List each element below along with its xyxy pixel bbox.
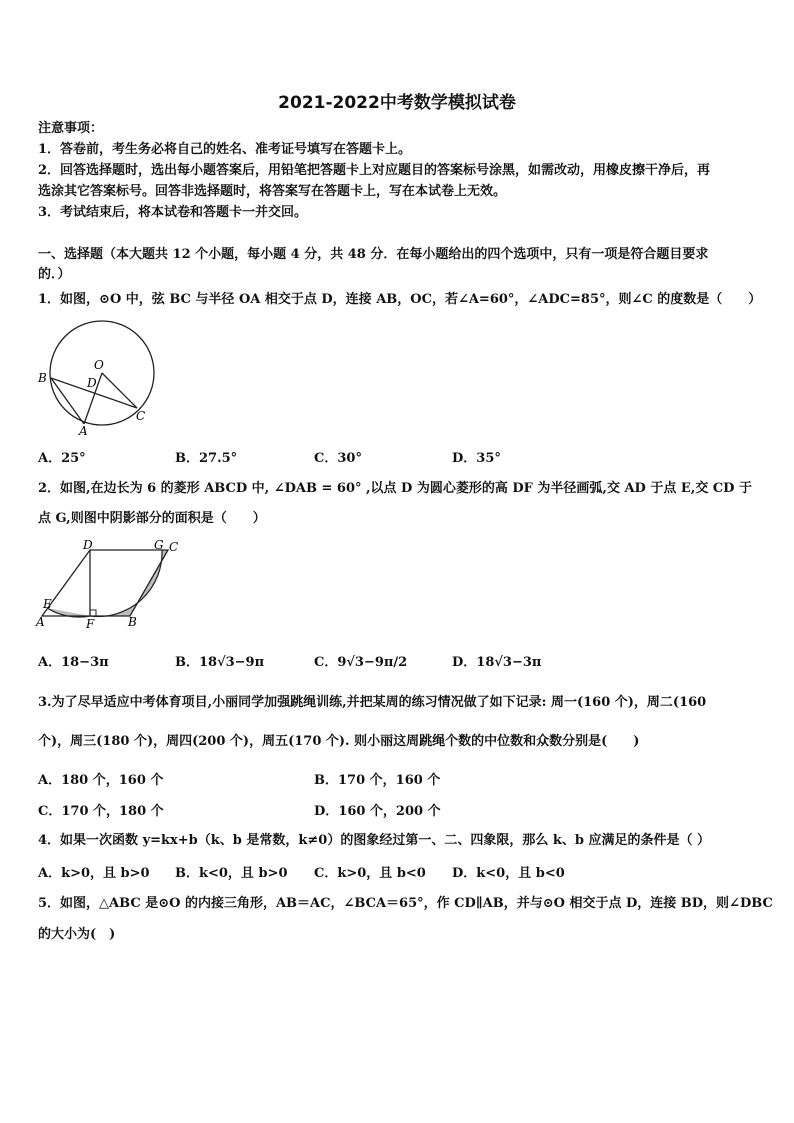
- q2-label-c: C: [169, 540, 179, 554]
- q2-option-d[interactable]: D．18√3−3π: [452, 655, 542, 670]
- q3-text: 3.为了尽早适应中考体育项目,小丽同学加强跳绳训练,并把某周的练习情况做了如下记录: 周一(160 个)，周二(160: [38, 695, 707, 710]
- q2-label-g: G: [154, 538, 164, 552]
- q2-option-a[interactable]: A．18−3π: [38, 655, 109, 670]
- q3-option-b[interactable]: B．170 个，160 个: [314, 773, 441, 788]
- q2-label-f: F: [86, 617, 95, 630]
- q1-option-c[interactable]: C．30°: [314, 451, 362, 466]
- q4-option-b[interactable]: B．k<0，且 b>0: [175, 866, 288, 881]
- q2-label-d: D: [83, 538, 93, 552]
- q1-label-d: D: [87, 376, 97, 390]
- q3-text-cont: 个)，周三(180 个)，周四(200 个)，周五(170 个). 则小丽这周跳绳个数的中位数和众数分别是( ): [38, 734, 640, 749]
- notice-heading: 注意事项：: [38, 121, 104, 136]
- q1-label-b: B: [38, 371, 47, 385]
- q2-text-cont: 点 G,则图中阴影部分的面积是（ ）: [38, 511, 266, 526]
- q1-circle-figure: [34, 318, 160, 438]
- notice-item-2: 2．回答选择题时，选出每小题答案后，用铅笔把答题卡上对应题目的答案标号涂黑，如需改动，用橡皮擦干净后，再: [38, 163, 711, 178]
- q1-option-d[interactable]: D．35°: [452, 451, 501, 466]
- q3-option-c[interactable]: C．170 个，180 个: [38, 804, 164, 819]
- q1-option-a[interactable]: A．25°: [38, 451, 86, 466]
- q4-option-d[interactable]: D．k<0，且 b<0: [452, 866, 565, 881]
- q2-option-c[interactable]: C．9√3−9π/2: [314, 655, 408, 670]
- q1-label-o: O: [94, 358, 104, 372]
- q1-label-c: C: [136, 409, 146, 423]
- q2-label-a: A: [36, 615, 45, 629]
- notice-item-1: 1．答卷前，考生务必将自己的姓名、准考证号填写在答题卡上。: [38, 142, 412, 157]
- q3-option-d[interactable]: D．160 个，200 个: [314, 804, 441, 819]
- q1-option-b[interactable]: B．27.5°: [175, 451, 238, 466]
- q5-text: 5．如图，△ABC 是⊙O 的内接三角形，AB＝AC，∠BCA＝65°，作 CD∥AB，并与⊙O 相交于点 D，连接 BD，则∠DBC: [38, 896, 773, 911]
- q4-text: 4．如果一次函数 y=kx+b（k、b 是常数，k≠0）的图象经过第一、二、四象限，那么 k、b 应满足的条件是（ ）: [38, 833, 711, 848]
- section-heading-cont: 的．）: [38, 267, 71, 282]
- q2-rhombus-figure: [34, 538, 194, 630]
- q5-text-cont: 的大小为( ): [38, 927, 116, 942]
- q4-option-c[interactable]: C．k>0，且 b<0: [314, 866, 426, 881]
- q1-radius-oc: [102, 373, 137, 408]
- q2-label-b: B: [128, 615, 137, 629]
- section-heading: 一、选择题（本大题共 12 个小题，每小题 4 分，共 48 分．在每小题给出的四个选项中，只有一项是符合题目要求: [38, 247, 709, 262]
- q1-text: 1．如图，⊙O 中，弦 BC 与半径 OA 相交于点 D，连接 AB，OC，若∠A=60°，∠ADC=85°，则∠C 的度数是（ ）: [38, 292, 762, 307]
- q2-rhombus: [42, 550, 168, 616]
- q2-shaded-right: [90, 550, 168, 617]
- q4-option-a[interactable]: A．k>0，且 b>0: [38, 866, 150, 881]
- q1-segment-ab: [51, 378, 84, 424]
- page-title: 2021-2022中考数学模拟试卷: [278, 93, 516, 113]
- q2-option-b[interactable]: B．18√3−9π: [175, 655, 265, 670]
- notice-item-3: 3．考试结束后，将本试卷和答题卡一并交回。: [38, 205, 308, 220]
- q2-right-angle-mark: [90, 610, 96, 616]
- q1-label-a: A: [79, 424, 88, 438]
- q2-label-e: E: [43, 597, 52, 611]
- q2-text: 2．如图,在边长为 6 的菱形 ABCD 中, ∠DAB = 60° ,以点 D 为圆心菱形的高 DF 为半径画弧,交 AD 于点 E,交 CD 于: [38, 481, 752, 496]
- q3-option-a[interactable]: A．180 个，160 个: [38, 773, 164, 788]
- notice-item-2-cont: 选涂其它答案标号。回答非选择题时，将答案写在答题卡上，写在本试卷上无效。: [38, 184, 507, 199]
